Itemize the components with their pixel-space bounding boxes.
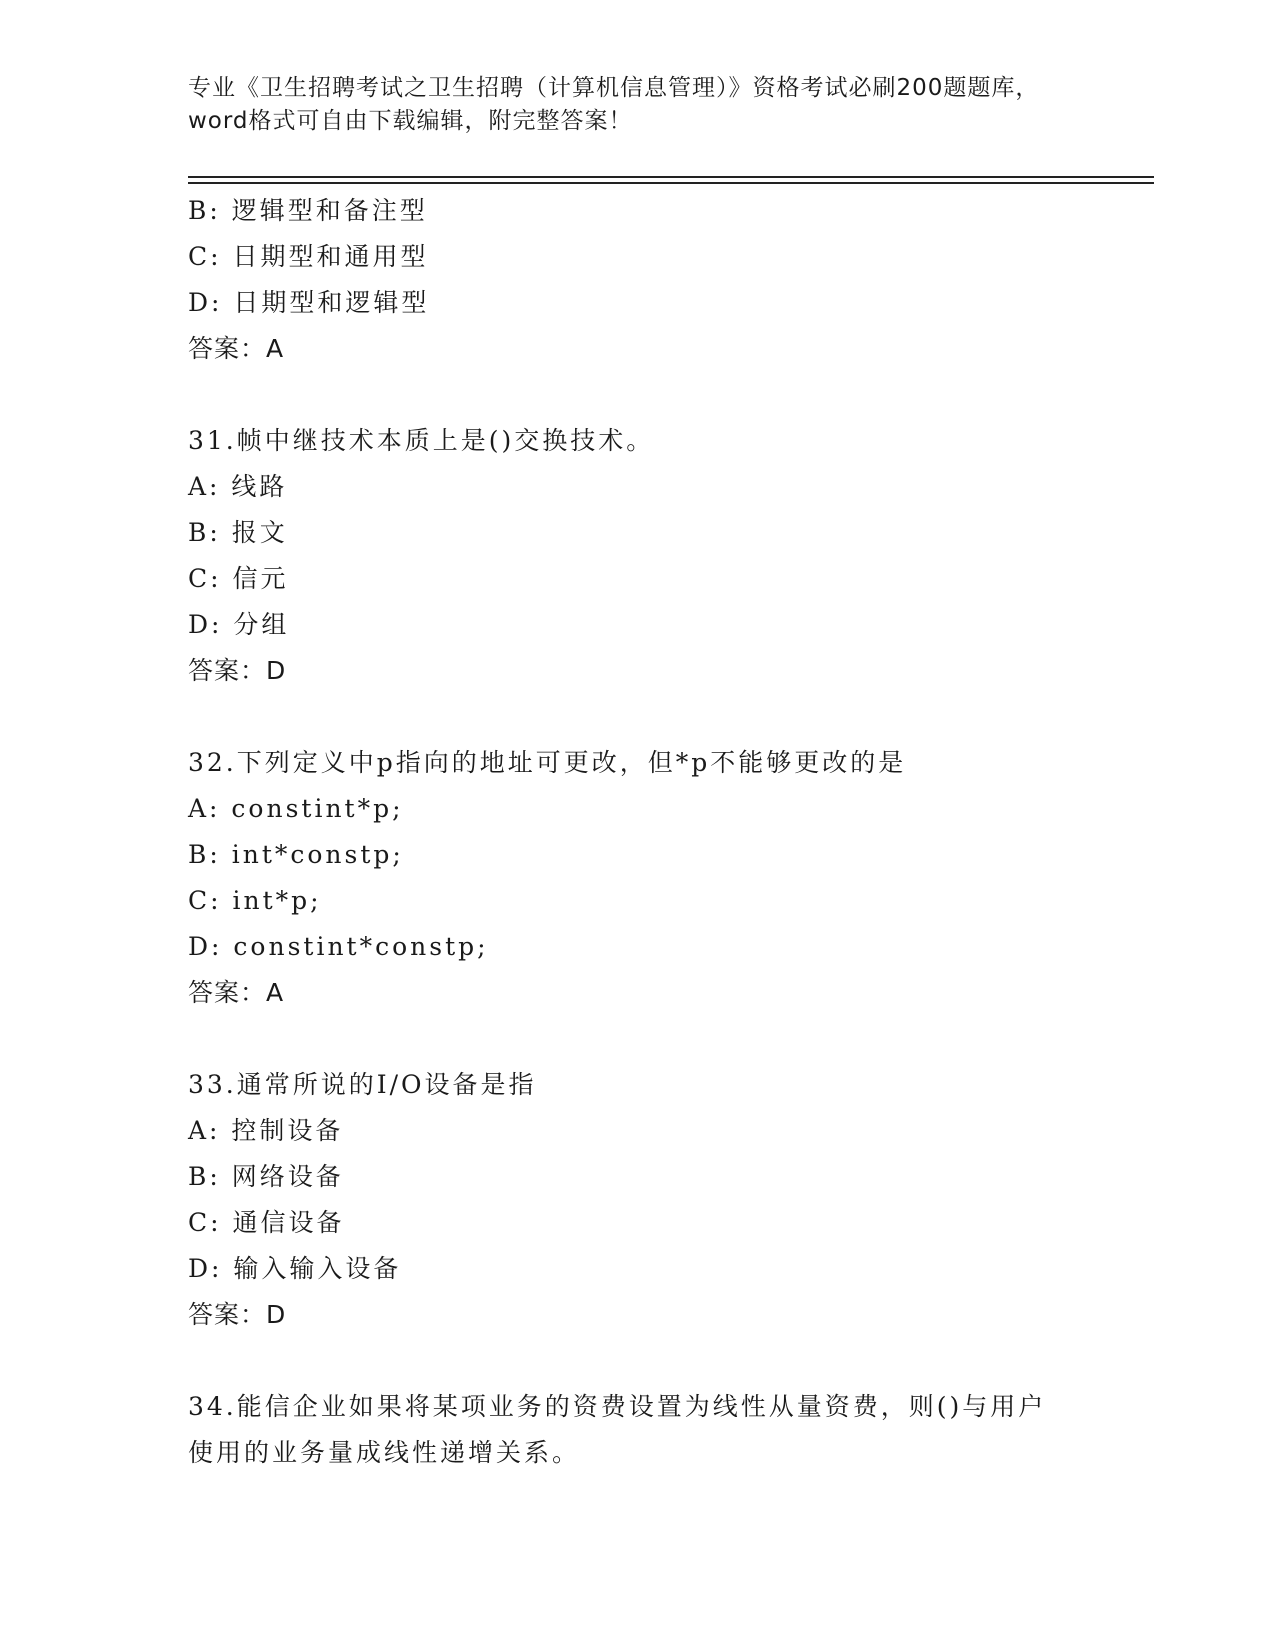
option-d: D: 日期型和逻辑型 bbox=[188, 288, 430, 317]
answer-line: 答案：D bbox=[188, 656, 287, 685]
header-line-1: 专业《卫生招聘考试之卫生招聘（计算机信息管理）》资格考试必刷200题题库， bbox=[188, 75, 1040, 101]
question-33 bbox=[188, 1062, 1088, 1338]
question-34 bbox=[188, 1384, 1088, 1476]
question-30-tail bbox=[188, 188, 1088, 372]
option-b: B: 逻辑型和备注型 bbox=[188, 196, 428, 225]
spacer bbox=[188, 1338, 1088, 1384]
document-header bbox=[188, 72, 1088, 138]
spacer bbox=[188, 1016, 1088, 1062]
answer-line: 答案：D bbox=[188, 1300, 287, 1329]
question-text: 31.帧中继技术本质上是()交换技术。 bbox=[188, 426, 655, 455]
question-31 bbox=[188, 418, 1088, 694]
option-c: C: int*p; bbox=[188, 886, 322, 915]
spacer bbox=[188, 372, 1088, 418]
option-d: D: constint*constp; bbox=[188, 932, 489, 961]
option-d: D: 输入输入设备 bbox=[188, 1254, 402, 1283]
question-32 bbox=[188, 740, 1088, 1016]
option-d: D: 分组 bbox=[188, 610, 290, 639]
question-text: 33.通常所说的I/O设备是指 bbox=[188, 1070, 537, 1099]
option-c: C: 通信设备 bbox=[188, 1208, 345, 1237]
question-text-line-2: 使用的业务量成线性递增关系。 bbox=[188, 1438, 581, 1467]
spacer bbox=[188, 694, 1088, 740]
answer-line: 答案：A bbox=[188, 978, 285, 1007]
option-c: C: 日期型和通用型 bbox=[188, 242, 429, 271]
option-b: B: 报文 bbox=[188, 518, 288, 547]
question-list bbox=[188, 188, 1088, 1476]
option-a: A: 控制设备 bbox=[188, 1116, 344, 1145]
option-b: B: 网络设备 bbox=[188, 1162, 344, 1191]
header-line-2: word格式可自由下载编辑，附完整答案！ bbox=[188, 108, 633, 134]
option-a: A: constint*p; bbox=[188, 794, 404, 823]
answer-line: 答案：A bbox=[188, 334, 285, 363]
question-text-line-1: 34.能信企业如果将某项业务的资费设置为线性从量资费，则()与用户 bbox=[188, 1392, 1047, 1421]
header-divider-bottom bbox=[188, 182, 1154, 184]
question-text: 32.下列定义中p指向的地址可更改，但*p不能够更改的是 bbox=[188, 748, 907, 777]
option-a: A: 线路 bbox=[188, 472, 288, 501]
option-c: C: 信元 bbox=[188, 564, 289, 593]
header-divider-top bbox=[188, 176, 1154, 178]
option-b: B: int*constp; bbox=[188, 840, 404, 869]
